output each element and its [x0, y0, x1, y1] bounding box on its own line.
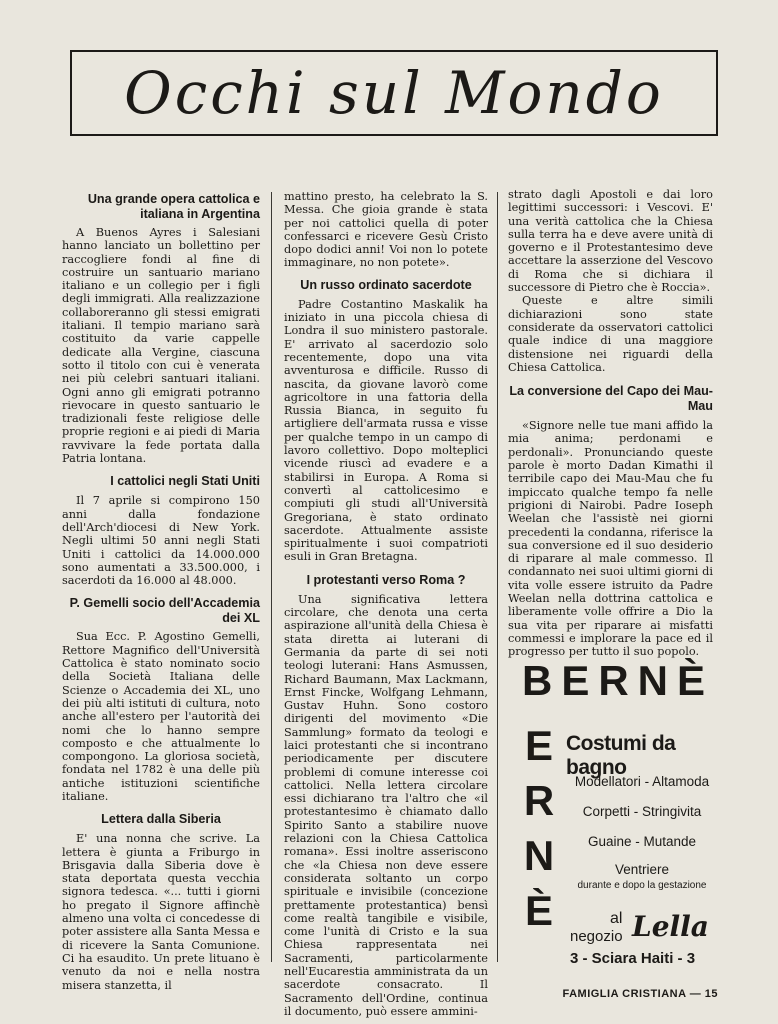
article-title: I protestanti verso Roma ? — [306, 572, 466, 587]
ad-line: Guaine - Mutande — [587, 834, 697, 849]
column-2 — [284, 190, 488, 1018]
article-text: Sua Ecc. P. Agostino Gemelli, Rettore Magnifico dell'Università Cattolica è stato nominato socio della Società Italiana delle Scienze o Accademia dei XL, uno dei più alti istituti di cultura, noto anche all'estero per l'autorità dei nomi che lo hanno sempre composto e che attualmente lo compongono. La gloriosa società, fondata nel 1782 è una delle più antiche istituzioni scientifiche italiane. — [62, 630, 260, 803]
ad-line-small: durante e dopo la gestazione — [577, 880, 707, 891]
ad-letter: E — [524, 722, 553, 769]
article-title: P. Gemelli socio dell'Accademia dei XL — [69, 596, 260, 626]
article-text: E' una nonna che scrive. La lettera è giunta a Friburgo in Brisgavia dalla Siberia dove è stata deportata questa vecchia signora tedesca. «... tutti i giorni ho pregato il Signore affinchè almeno una volta ci concedesse di poter assistere alla Santa Messa e di ricevere la Santa Comunione. Ci ha esaudito. Un prete lituano è venuto da noi e nella nostra misera stanzetta, il — [62, 832, 260, 992]
article-text: strato dagli Apostoli e dai loro legittimi successori: i Vescovi. E' una verità cattolica che la Chiesa sulla terra ha e deve avere unità di governo e il Protestantesimo deve accettare la asserzione del Vescovo di Roma che si dichiara il successore di Pietro che è Roccia». — [508, 188, 713, 295]
ad-brand-vertical — [518, 718, 560, 938]
article-text: Padre Costantino Maskalik ha iniziato in una piccola chiesa di Londra il suo ministero pastorale. E' arrivato al sacerdozio solo recentemente, dopo una vita avventurosa e difficile. Russo di nascita, da giovane lavorò come agricoltore in una fattoria della Russia Bianca, in seguito fu artigliere dell'armata russa e visse per qualche tempo in un campo di lavoro collettivo. Dopo molteplici vicende riuscì ad evadere e a stabilirsi in Europa. A Roma si convertì al cattolicesimo e compiuti gli studi all'Università Gregoriana, è stato ordinato sacerdote. Attualmente assiste spiritualmente i suoi compatrioti esuli in Gran Bretagna. — [284, 297, 488, 564]
ad-letter: N — [523, 832, 555, 879]
ad-subtitle: Costumi da bagno — [566, 732, 676, 779]
article-text: Una significativa lettera circolare, che denota una certa aspirazione all'unità della Chiesa è stata diretta ai luterani di Germania da parte di sei noti teologi luterani: Hans Asmussen, Richard Baumann, Max Lackmann, Ernst Fincke, Wolfgang Lehmann, Gustav Huhn. Sono costoro dirigenti del movimento «Die Sammlung» formato da teologi e laici protestanti che si incontrano periodicamente per discutere problemi di comune interesse coi cattolici. Nella lettera circolare essi dichiarano tra l'altro che «il protestantesimo è chiamato dallo Spirito Santo a stabilire nuove relazioni con la Chiesa Cattolica romana». Essi inoltre asseriscono che «la Chiesa non deve essere considerata soltanto un corpo spirituale e invisibile (concezione prettamente protestantica) bensì come realtà tangibile e visibile, come l'unità di Cristo e la sua Chiesa rappresentata nei Sacramenti, particolarmente nell'Eucarestia amministrata da un sacerdote consacrato. Il Sacramento dell'Ordine, continua il documento, può essere ammini- — [284, 592, 488, 1018]
article-text: Il 7 aprile si compirono 150 anni dalla fondazione dell'Arch'diocesi di New York. Negli ultimi 50 anni negli Stati Uniti i cattolici da 14.000.000 sono aumentati a 33.500.000, i sacerdoti da 16.000 al 48.000. — [62, 494, 260, 588]
ad-line: Ventriere — [614, 862, 670, 877]
article-title: I cattolici negli Stati Uniti — [110, 474, 260, 489]
ad-letter: R — [523, 777, 555, 824]
column-rule — [497, 192, 498, 962]
article-title: La conversione del Capo dei Mau-Mau — [509, 384, 713, 414]
article-text: «Signore nelle tue mani affido la mia anima; perdonami e perdonali». Pronunciando queste parole è morto Dadan Kimathi il terribile capo dei Mau-Mau che fu impiccato qualche tempo fa nelle prigioni di Nairobi. Padre Ioseph Weelan che l'assistè nei giorni precedenti la condanna, riferisce la sua conversione ed il suo desiderio di riparare al male commesso. Il condannato nei suoi ultimi giorni di vita volle essere istruito da Padre Weelan nella dottrina cattolica e liberamente volle offrire a Dio la sua vita per riparare ai misfatti commessi e implorare la pace ed il progresso per tutto il suo popolo. — [508, 419, 713, 659]
ad-line: Corpetti - Stringivita — [582, 804, 702, 819]
column-3 — [508, 188, 713, 659]
article-text: mattino presto, ha celebrato la S. Messa. Che gioia grande è stata per noi cattolici quella di poter confessarci e ricevere Gesù Cristo dopo dodici anni! Voi non lo potete immaginare, no non potete». — [284, 190, 488, 270]
masthead-title: Occhi sul Mondo — [70, 50, 718, 136]
ad-line: Modellatori - Altamoda — [574, 774, 710, 789]
ad-letter: È — [524, 887, 553, 934]
article-title: Una grande opera cattolica e italiana in Argentina — [87, 192, 260, 221]
article-text: A Buenos Ayres i Salesiani hanno lanciato un bollettino per raccogliere fondi al fine di costruire un santuario mariano italiano e un collegio per i figli degli immigrati. Alla realizzazione collaboreranno gli stessi emigrati italiani. Il tempio mariano sarà costituito da varie cappelle dedicate alla Vergine, ciascuna sotto il titolo con cui è venerata nei più celebri santuari italiani. Ogni anno gli emigrati potranno rievocare in questo santuario le tradizionali feste religiose delle proprie regioni e ai piedi di Maria ravvivare la fede portata dalla Patria lontana. — [62, 226, 260, 466]
article-title: Un russo ordinato sacerdote — [300, 277, 472, 292]
ad-brand-title: BERNÈ — [522, 657, 715, 704]
column-rule — [271, 192, 272, 962]
page-footer: FAMIGLIA CRISTIANA — 15 — [562, 988, 718, 1000]
advertisement-berne — [508, 648, 718, 970]
article-title: Lettera dalla Siberia — [101, 812, 221, 827]
ad-address: 3 - Sciara Haiti - 3 — [570, 950, 696, 967]
article-text: Queste e altre simili dichiarazioni sono state considerate da osservatori cattolici quale indice di una maggiore distensione nei riguardi della Chiesa Cattolica. — [508, 294, 713, 374]
ad-logo-lella: Lella — [632, 910, 709, 943]
ad-al: al — [610, 910, 623, 927]
column-1 — [62, 192, 260, 992]
ad-negozio: negozio — [570, 928, 623, 945]
